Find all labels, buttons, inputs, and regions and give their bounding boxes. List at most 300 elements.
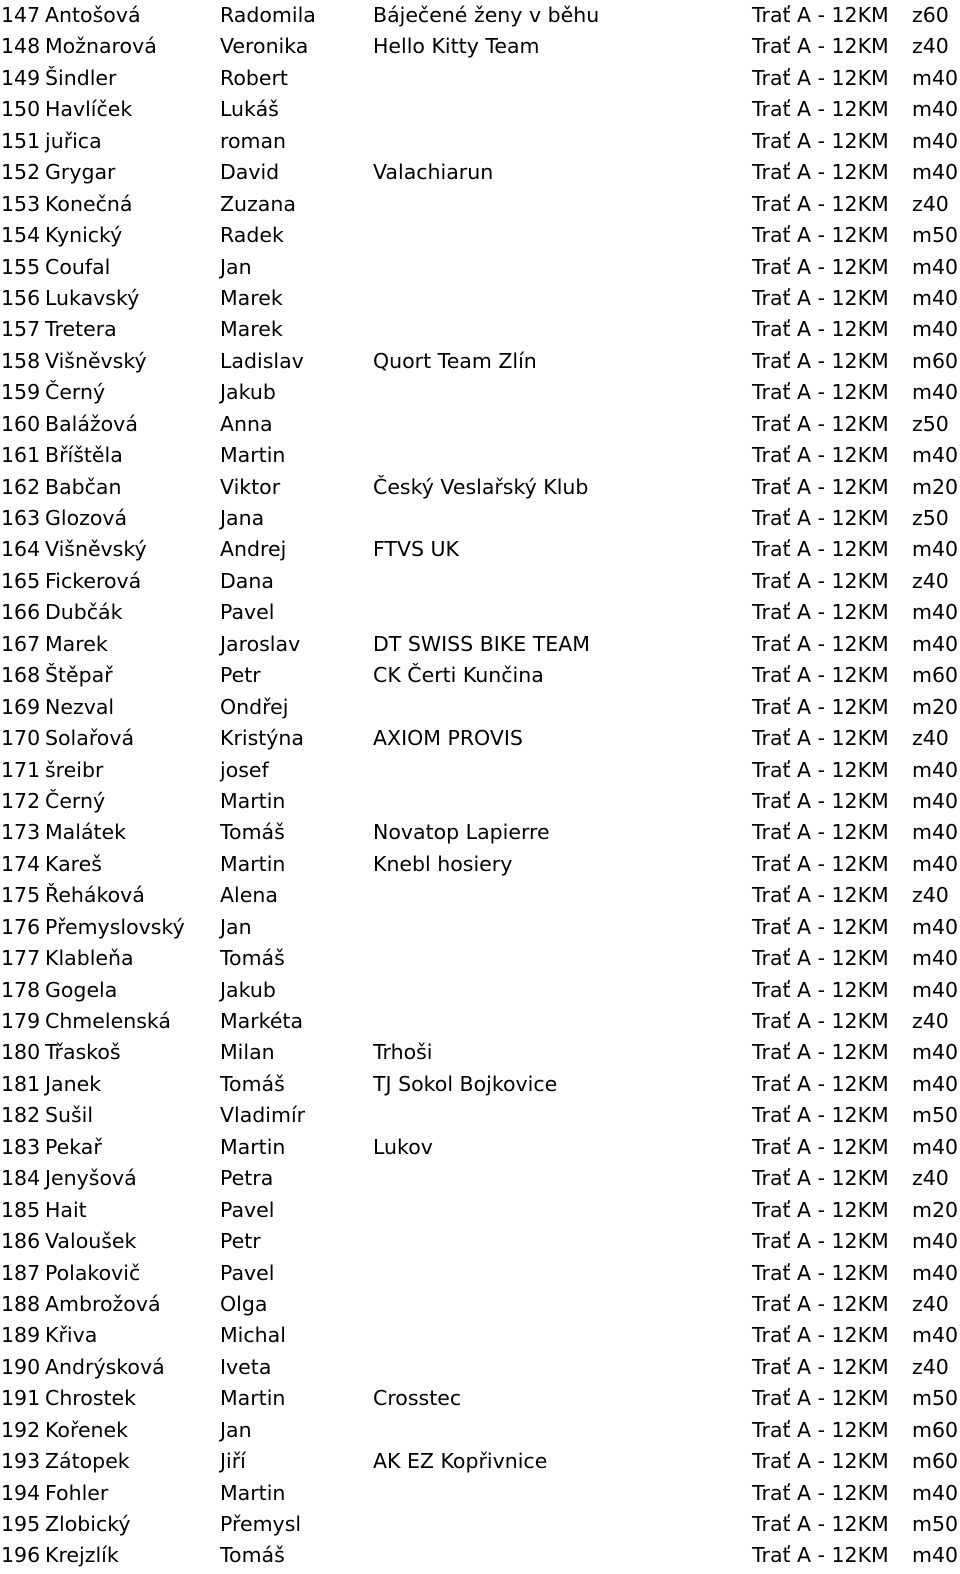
last-name: Černý (45, 788, 106, 813)
last-name: Zátopek (45, 1449, 130, 1474)
first-name: Tomáš (220, 1071, 285, 1096)
last-name: šreibr (45, 757, 104, 782)
track-name: Trať A - 12KM (752, 1543, 889, 1568)
last-name: Křiva (45, 1323, 98, 1348)
table-row (0, 597, 960, 628)
table-row (0, 1478, 960, 1509)
table-row (0, 1037, 960, 1068)
track-name: Trať A - 12KM (752, 537, 889, 562)
first-name: Jan (220, 1417, 252, 1442)
start-number: 192 (1, 1417, 41, 1442)
start-number: 166 (1, 600, 41, 625)
last-name: Krejzlík (45, 1543, 119, 1568)
table-row (0, 1163, 960, 1194)
last-name: Marek (45, 631, 108, 656)
start-number: 150 (1, 97, 41, 122)
track-name: Trať A - 12KM (752, 443, 889, 468)
last-name: Přemyslovský (45, 914, 185, 939)
team-name: AXIOM PROVIS (373, 726, 523, 751)
first-name: Pavel (220, 600, 275, 625)
team-name: TJ Sokol Bojkovice (373, 1071, 558, 1096)
last-name: Klableňa (45, 946, 134, 971)
table-row (0, 1069, 960, 1100)
table-row (0, 1446, 960, 1477)
start-number: 185 (1, 1197, 41, 1222)
start-number: 151 (1, 128, 41, 153)
last-name: juřica (45, 128, 102, 153)
age-category: m40 (912, 914, 959, 939)
track-name: Trať A - 12KM (752, 1009, 889, 1033)
age-category: m60 (912, 1449, 959, 1474)
track-name: Trať A - 12KM (752, 411, 889, 436)
start-number: 183 (1, 1134, 41, 1159)
first-name: Pavel (220, 1260, 275, 1285)
table-row (0, 252, 960, 283)
start-number: 195 (1, 1512, 41, 1536)
first-name: Přemysl (220, 1512, 302, 1536)
track-name: Trať A - 12KM (752, 788, 889, 813)
first-name: Martin (220, 1480, 286, 1505)
start-number: 157 (1, 317, 41, 342)
first-name: Marek (220, 317, 283, 342)
start-number: 191 (1, 1386, 41, 1411)
start-number: 156 (1, 285, 41, 310)
age-category: m50 (912, 1103, 959, 1128)
age-category: m40 (912, 317, 959, 342)
track-name: Trať A - 12KM (752, 380, 889, 405)
track-name: Trať A - 12KM (752, 474, 889, 499)
start-number: 175 (1, 883, 41, 908)
track-name: Trať A - 12KM (752, 223, 889, 248)
start-number: 168 (1, 663, 41, 688)
track-name: Trať A - 12KM (752, 285, 889, 310)
first-name: Radomila (220, 3, 316, 27)
track-name: Trať A - 12KM (752, 254, 889, 279)
start-number: 178 (1, 977, 41, 1002)
first-name: Ladislav (220, 348, 304, 373)
table-row (0, 566, 960, 597)
track-name: Trať A - 12KM (752, 65, 889, 90)
first-name: Jakub (220, 380, 276, 405)
start-number: 190 (1, 1354, 41, 1379)
first-name: Jiří (220, 1449, 246, 1474)
age-category: m40 (912, 537, 959, 562)
start-number: 181 (1, 1071, 41, 1096)
start-number: 165 (1, 568, 41, 593)
first-name: Anna (220, 411, 273, 436)
table-row (0, 755, 960, 786)
start-number: 171 (1, 757, 41, 782)
table-row (0, 314, 960, 345)
track-name: Trať A - 12KM (752, 34, 889, 59)
track-name: Trať A - 12KM (752, 1354, 889, 1379)
age-category: z50 (912, 506, 949, 530)
age-category: m40 (912, 380, 959, 405)
start-number: 147 (1, 3, 41, 27)
table-row (0, 692, 960, 723)
first-name: Olga (220, 1291, 268, 1316)
start-number: 160 (1, 411, 41, 436)
table-row (0, 503, 960, 534)
table-row (0, 31, 960, 62)
start-number: 177 (1, 946, 41, 971)
table-row (0, 0, 960, 31)
last-name: Možnarová (45, 34, 157, 59)
start-number: 188 (1, 1291, 41, 1316)
age-category: m40 (912, 1323, 959, 1348)
team-name: Lukov (373, 1134, 433, 1159)
team-name: Báječené ženy v běhu (373, 3, 600, 27)
first-name: Robert (220, 65, 288, 90)
last-name: Černý (45, 380, 106, 405)
age-category: z50 (912, 411, 949, 436)
start-number: 173 (1, 820, 41, 845)
track-name: Trať A - 12KM (752, 663, 889, 688)
start-number: 182 (1, 1103, 41, 1128)
last-name: Malátek (45, 820, 127, 845)
last-name: Řeháková (45, 883, 145, 908)
age-category: m40 (912, 600, 959, 625)
start-number: 162 (1, 474, 41, 499)
track-name: Trať A - 12KM (752, 726, 889, 751)
track-name: Trať A - 12KM (752, 1480, 889, 1505)
age-category: z60 (912, 3, 949, 27)
table-row (0, 409, 960, 440)
table-row (0, 1320, 960, 1351)
table-row (0, 943, 960, 974)
age-category: m40 (912, 254, 959, 279)
age-category: m60 (912, 348, 959, 373)
age-category: m40 (912, 977, 959, 1002)
last-name: Sušil (45, 1103, 94, 1128)
age-category: z40 (912, 568, 949, 593)
table-row (0, 1540, 960, 1571)
track-name: Trať A - 12KM (752, 1071, 889, 1096)
first-name: Marek (220, 285, 283, 310)
table-row (0, 534, 960, 565)
table-row (0, 1006, 960, 1037)
last-name: Chmelenská (45, 1009, 171, 1033)
age-category: m40 (912, 97, 959, 122)
age-category: m60 (912, 663, 959, 688)
first-name: Ondřej (220, 694, 289, 719)
track-name: Trať A - 12KM (752, 1229, 889, 1254)
first-name: Jaroslav (220, 631, 301, 656)
track-name: Trať A - 12KM (752, 977, 889, 1002)
last-name: Pekař (45, 1134, 102, 1159)
last-name: Konečná (45, 191, 133, 216)
first-name: Markéta (220, 1009, 304, 1033)
first-name: Martin (220, 788, 286, 813)
last-name: Balážová (45, 411, 138, 436)
last-name: Coufal (45, 254, 111, 279)
start-number: 179 (1, 1009, 41, 1033)
start-number: 163 (1, 506, 41, 530)
first-name: Iveta (220, 1354, 272, 1379)
last-name: Kynický (45, 223, 123, 248)
team-name: FTVS UK (373, 537, 459, 562)
first-name: josef (220, 757, 269, 782)
table-row (0, 1195, 960, 1226)
track-name: Trať A - 12KM (752, 914, 889, 939)
start-number: 167 (1, 631, 41, 656)
last-name: Andrýsková (45, 1354, 165, 1379)
age-category: m40 (912, 1071, 959, 1096)
track-name: Trať A - 12KM (752, 97, 889, 122)
track-name: Trať A - 12KM (752, 1197, 889, 1222)
first-name: Michal (220, 1323, 286, 1348)
track-name: Trať A - 12KM (752, 694, 889, 719)
age-category: m40 (912, 285, 959, 310)
start-number: 189 (1, 1323, 41, 1348)
table-row (0, 1132, 960, 1163)
table-row (0, 660, 960, 691)
table-row (0, 94, 960, 125)
age-category: m40 (912, 1543, 959, 1568)
first-name: Viktor (220, 474, 281, 499)
age-category: m40 (912, 820, 959, 845)
track-name: Trať A - 12KM (752, 3, 889, 27)
table-row (0, 220, 960, 251)
first-name: Petr (220, 1229, 261, 1254)
first-name: Lukáš (220, 97, 279, 122)
age-category: m20 (912, 474, 959, 499)
table-row (0, 283, 960, 314)
team-name: Valachiarun (373, 160, 494, 185)
last-name: Nezval (45, 694, 115, 719)
team-name: CK Čerti Kunčina (373, 663, 544, 688)
track-name: Trať A - 12KM (752, 1417, 889, 1442)
table-row (0, 786, 960, 817)
last-name: Glozová (45, 506, 128, 530)
team-name: Novatop Lapierre (373, 820, 550, 845)
age-category: z40 (912, 726, 949, 751)
table-row (0, 1383, 960, 1414)
last-name: Višněvský (45, 348, 147, 373)
start-number: 174 (1, 851, 41, 876)
age-category: m50 (912, 223, 959, 248)
last-name: Babčan (45, 474, 122, 499)
last-name: Štěpař (45, 663, 113, 688)
start-number: 176 (1, 914, 41, 939)
last-name: Kareš (45, 851, 102, 876)
first-name: Zuzana (220, 191, 296, 216)
track-name: Trať A - 12KM (752, 506, 889, 530)
table-row (0, 1226, 960, 1257)
last-name: Šindler (45, 65, 117, 90)
age-category: m40 (912, 65, 959, 90)
track-name: Trať A - 12KM (752, 1134, 889, 1159)
track-name: Trať A - 12KM (752, 1040, 889, 1065)
start-number: 180 (1, 1040, 41, 1065)
start-number: 153 (1, 191, 41, 216)
table-row (0, 849, 960, 880)
last-name: Višněvský (45, 537, 147, 562)
start-number: 196 (1, 1543, 41, 1568)
first-name: David (220, 160, 280, 185)
table-row (0, 723, 960, 754)
last-name: Valoušek (45, 1229, 137, 1254)
age-category: m50 (912, 1386, 959, 1411)
age-category: m60 (912, 1417, 959, 1442)
track-name: Trať A - 12KM (752, 1386, 889, 1411)
start-number: 186 (1, 1229, 41, 1254)
age-category: z40 (912, 191, 949, 216)
age-category: m40 (912, 1480, 959, 1505)
table-row (0, 629, 960, 660)
last-name: Chrostek (45, 1386, 137, 1411)
team-name: Trhoši (373, 1040, 433, 1065)
team-name: Quort Team Zlín (373, 348, 537, 373)
last-name: Fickerová (45, 568, 142, 593)
first-name: Jan (220, 914, 252, 939)
team-name: AK EZ Kopřivnice (373, 1449, 548, 1474)
table-row (0, 1352, 960, 1383)
table-row (0, 1100, 960, 1131)
age-category: m40 (912, 631, 959, 656)
start-number: 155 (1, 254, 41, 279)
track-name: Trať A - 12KM (752, 160, 889, 185)
table-row (0, 346, 960, 377)
age-category: m40 (912, 160, 959, 185)
first-name: Milan (220, 1040, 275, 1065)
first-name: Tomáš (220, 1543, 285, 1568)
track-name: Trať A - 12KM (752, 820, 889, 845)
start-number: 161 (1, 443, 41, 468)
start-number: 154 (1, 223, 41, 248)
last-name: Antošová (45, 3, 141, 27)
age-category: z40 (912, 1291, 949, 1316)
start-number: 158 (1, 348, 41, 373)
start-number: 194 (1, 1480, 41, 1505)
start-number: 148 (1, 34, 41, 59)
last-name: Kořenek (45, 1417, 129, 1442)
start-number: 169 (1, 694, 41, 719)
table-row (0, 63, 960, 94)
first-name: Martin (220, 851, 286, 876)
first-name: Tomáš (220, 946, 285, 971)
start-number: 149 (1, 65, 41, 90)
table-row (0, 1258, 960, 1289)
track-name: Trať A - 12KM (752, 851, 889, 876)
first-name: Pavel (220, 1197, 275, 1222)
start-number: 184 (1, 1166, 41, 1191)
first-name: Andrej (220, 537, 287, 562)
last-name: Grygar (45, 160, 116, 185)
first-name: Jakub (220, 977, 276, 1002)
first-name: Petra (220, 1166, 274, 1191)
age-category: m20 (912, 694, 959, 719)
start-number: 193 (1, 1449, 41, 1474)
first-name: Martin (220, 443, 286, 468)
track-name: Trať A - 12KM (752, 883, 889, 908)
table-row (0, 880, 960, 911)
last-name: Gogela (45, 977, 118, 1002)
track-name: Trať A - 12KM (752, 1291, 889, 1316)
age-category: m40 (912, 1040, 959, 1065)
last-name: Jenyšová (45, 1166, 137, 1191)
first-name: Tomáš (220, 820, 285, 845)
track-name: Trať A - 12KM (752, 568, 889, 593)
team-name: Crosstec (373, 1386, 462, 1411)
last-name: Janek (45, 1071, 102, 1096)
last-name: Tretera (45, 317, 117, 342)
table-row (0, 1509, 960, 1540)
table-row (0, 817, 960, 848)
first-name: Martin (220, 1386, 286, 1411)
start-number: 172 (1, 788, 41, 813)
last-name: Ambrožová (45, 1291, 161, 1316)
table-row (0, 126, 960, 157)
first-name: Vladimír (220, 1103, 306, 1128)
last-name: Dubčák (45, 600, 123, 625)
first-name: Martin (220, 1134, 286, 1159)
first-name: Alena (220, 883, 278, 908)
team-name: Český Veslařský Klub (373, 474, 589, 499)
track-name: Trať A - 12KM (752, 757, 889, 782)
age-category: z40 (912, 1166, 949, 1191)
age-category: m40 (912, 1134, 959, 1159)
track-name: Trať A - 12KM (752, 1260, 889, 1285)
track-name: Trať A - 12KM (752, 600, 889, 625)
start-number: 187 (1, 1260, 41, 1285)
track-name: Trať A - 12KM (752, 946, 889, 971)
track-name: Trať A - 12KM (752, 1166, 889, 1191)
age-category: z40 (912, 34, 949, 59)
last-name: Solařová (45, 726, 135, 751)
table-row (0, 1289, 960, 1320)
table-row (0, 1415, 960, 1446)
age-category: m50 (912, 1512, 959, 1536)
last-name: Zlobický (45, 1512, 131, 1536)
first-name: Jan (220, 254, 252, 279)
last-name: Třaskoš (45, 1040, 121, 1065)
age-category: m40 (912, 443, 959, 468)
table-row (0, 377, 960, 408)
first-name: Radek (220, 223, 284, 248)
first-name: Dana (220, 568, 274, 593)
track-name: Trať A - 12KM (752, 128, 889, 153)
table-row (0, 912, 960, 943)
track-name: Trať A - 12KM (752, 317, 889, 342)
age-category: m40 (912, 757, 959, 782)
last-name: Hait (45, 1197, 87, 1222)
track-name: Trať A - 12KM (752, 348, 889, 373)
age-category: z40 (912, 883, 949, 908)
first-name: Jana (220, 506, 265, 530)
track-name: Trať A - 12KM (752, 1323, 889, 1348)
last-name: Havlíček (45, 97, 133, 122)
start-number: 152 (1, 160, 41, 185)
start-number: 159 (1, 380, 41, 405)
age-category: m40 (912, 128, 959, 153)
track-name: Trať A - 12KM (752, 1512, 889, 1536)
age-category: m40 (912, 946, 959, 971)
age-category: m40 (912, 851, 959, 876)
track-name: Trať A - 12KM (752, 1103, 889, 1128)
last-name: Polakovič (45, 1260, 141, 1285)
first-name: Kristýna (220, 726, 304, 751)
last-name: Lukavský (45, 285, 140, 310)
table-row (0, 157, 960, 188)
track-name: Trať A - 12KM (752, 1449, 889, 1474)
first-name: Veronika (220, 34, 309, 59)
start-number: 164 (1, 537, 41, 562)
age-category: m40 (912, 1229, 959, 1254)
first-name: Petr (220, 663, 261, 688)
table-row (0, 440, 960, 471)
first-name: roman (220, 128, 287, 153)
